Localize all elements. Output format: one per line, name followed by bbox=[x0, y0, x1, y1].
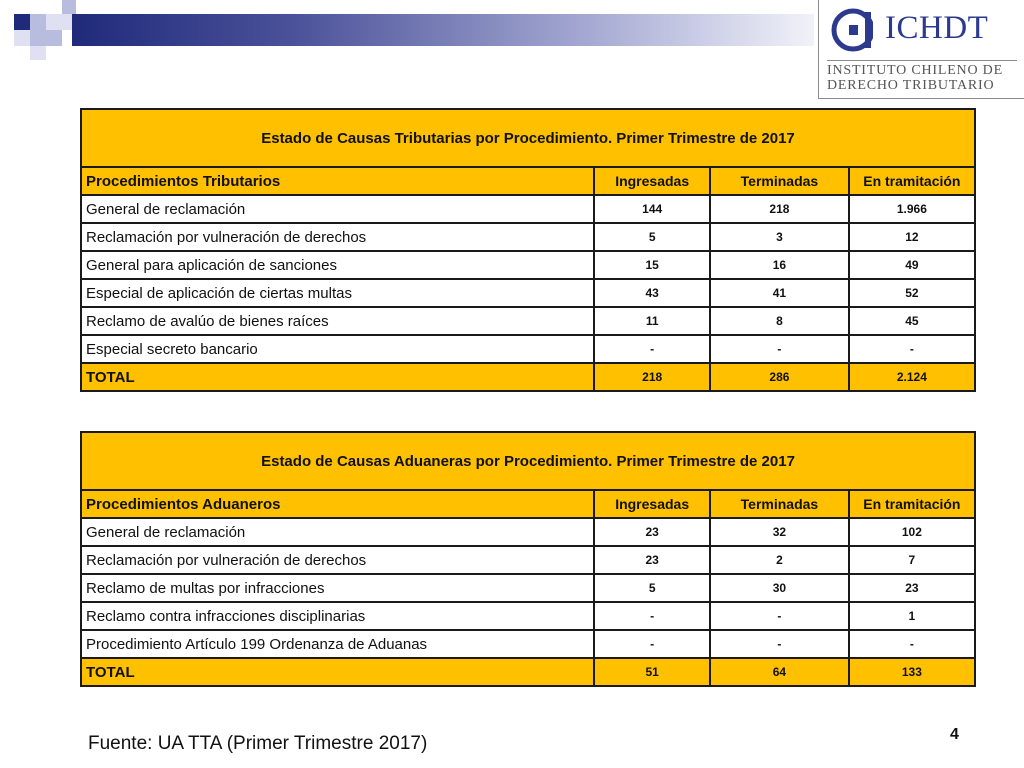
row-label: General de reclamación bbox=[81, 518, 594, 546]
cell-value: 52 bbox=[849, 279, 975, 307]
row-label: Procedimiento Artículo 199 Ordenanza de Aduanas bbox=[81, 630, 594, 658]
row-label: Especial de aplicación de ciertas multas bbox=[81, 279, 594, 307]
cell-value: - bbox=[849, 630, 975, 658]
cell-value: 45 bbox=[849, 307, 975, 335]
cell-value: 23 bbox=[594, 518, 710, 546]
table-row bbox=[81, 335, 975, 363]
cell-value: 12 bbox=[849, 223, 975, 251]
cell-value: 2 bbox=[710, 546, 849, 574]
total-label: TOTAL bbox=[81, 658, 594, 686]
total-value: 64 bbox=[710, 658, 849, 686]
cell-value: 41 bbox=[710, 279, 849, 307]
table-title: Estado de Causas Tributarias por Procedimiento. Primer Trimestre de 2017 bbox=[81, 109, 975, 167]
logo-divider bbox=[827, 60, 1017, 61]
decor-square bbox=[30, 46, 46, 60]
source-note: Fuente: UA TTA (Primer Trimestre 2017) bbox=[88, 733, 428, 754]
row-label: Reclamación por vulneración de derechos bbox=[81, 546, 594, 574]
ichdt-logo bbox=[818, 0, 1024, 99]
total-label: TOTAL bbox=[81, 363, 594, 391]
row-label: General de reclamación bbox=[81, 195, 594, 223]
column-header: En tramitación bbox=[849, 490, 975, 518]
cell-value: 23 bbox=[849, 574, 975, 602]
column-header: Terminadas bbox=[710, 490, 849, 518]
table-row bbox=[81, 307, 975, 335]
cell-value: 3 bbox=[710, 223, 849, 251]
logo-subtitle-1: INSTITUTO CHILENO DE bbox=[827, 63, 1003, 78]
logo-subtitle-2: DERECHO TRIBUTARIO bbox=[827, 78, 995, 93]
row-label: Reclamo contra infracciones disciplinarias bbox=[81, 602, 594, 630]
cell-value: 30 bbox=[710, 574, 849, 602]
table-title: Estado de Causas Aduaneras por Procedimiento. Primer Trimestre de 2017 bbox=[81, 432, 975, 490]
cell-value: 16 bbox=[710, 251, 849, 279]
cell-value: 8 bbox=[710, 307, 849, 335]
table-row bbox=[81, 546, 975, 574]
cell-value: 32 bbox=[710, 518, 849, 546]
customs-cases-table bbox=[80, 431, 976, 687]
cell-value: 144 bbox=[594, 195, 710, 223]
total-value: 2.124 bbox=[849, 363, 975, 391]
table-row bbox=[81, 602, 975, 630]
header-banner bbox=[72, 14, 814, 46]
cell-value: - bbox=[594, 335, 710, 363]
decor-square bbox=[46, 14, 62, 30]
table-row bbox=[81, 223, 975, 251]
page-number: 4 bbox=[950, 726, 959, 743]
column-header: Ingresadas bbox=[594, 167, 710, 195]
cell-value: 102 bbox=[849, 518, 975, 546]
column-header: Terminadas bbox=[710, 167, 849, 195]
cell-value: 15 bbox=[594, 251, 710, 279]
tax-cases-table bbox=[80, 108, 976, 392]
cell-value: 218 bbox=[710, 195, 849, 223]
column-header: En tramitación bbox=[849, 167, 975, 195]
decor-square bbox=[30, 14, 46, 30]
column-header: Ingresadas bbox=[594, 490, 710, 518]
decor-square bbox=[14, 14, 30, 30]
cell-value: 43 bbox=[594, 279, 710, 307]
cell-value: - bbox=[849, 335, 975, 363]
total-row bbox=[81, 363, 975, 391]
total-value: 133 bbox=[849, 658, 975, 686]
row-label: General para aplicación de sanciones bbox=[81, 251, 594, 279]
cell-value: - bbox=[710, 630, 849, 658]
row-label: Reclamo de avalúo de bienes raíces bbox=[81, 307, 594, 335]
cell-value: 49 bbox=[849, 251, 975, 279]
column-header: Procedimientos Tributarios bbox=[81, 167, 594, 195]
cell-value: - bbox=[594, 602, 710, 630]
total-value: 51 bbox=[594, 658, 710, 686]
row-label: Especial secreto bancario bbox=[81, 335, 594, 363]
table-row bbox=[81, 630, 975, 658]
cell-value: - bbox=[710, 335, 849, 363]
logo-emblem-icon bbox=[829, 4, 881, 56]
decor-square bbox=[14, 30, 30, 46]
cell-value: 23 bbox=[594, 546, 710, 574]
decor-square bbox=[46, 30, 62, 46]
row-label: Reclamación por vulneración de derechos bbox=[81, 223, 594, 251]
decor-square bbox=[62, 0, 76, 14]
cell-value: 5 bbox=[594, 574, 710, 602]
table-row bbox=[81, 195, 975, 223]
total-value: 286 bbox=[710, 363, 849, 391]
cell-value: 7 bbox=[849, 546, 975, 574]
table-row bbox=[81, 279, 975, 307]
table-row bbox=[81, 574, 975, 602]
column-header: Procedimientos Aduaneros bbox=[81, 490, 594, 518]
cell-value: - bbox=[710, 602, 849, 630]
logo-title: ICHDT bbox=[885, 10, 989, 46]
total-row bbox=[81, 658, 975, 686]
decor-square bbox=[30, 30, 46, 46]
cell-value: - bbox=[594, 630, 710, 658]
total-value: 218 bbox=[594, 363, 710, 391]
table-row bbox=[81, 518, 975, 546]
cell-value: 5 bbox=[594, 223, 710, 251]
cell-value: 1 bbox=[849, 602, 975, 630]
cell-value: 1.966 bbox=[849, 195, 975, 223]
row-label: Reclamo de multas por infracciones bbox=[81, 574, 594, 602]
cell-value: 11 bbox=[594, 307, 710, 335]
table-row bbox=[81, 251, 975, 279]
